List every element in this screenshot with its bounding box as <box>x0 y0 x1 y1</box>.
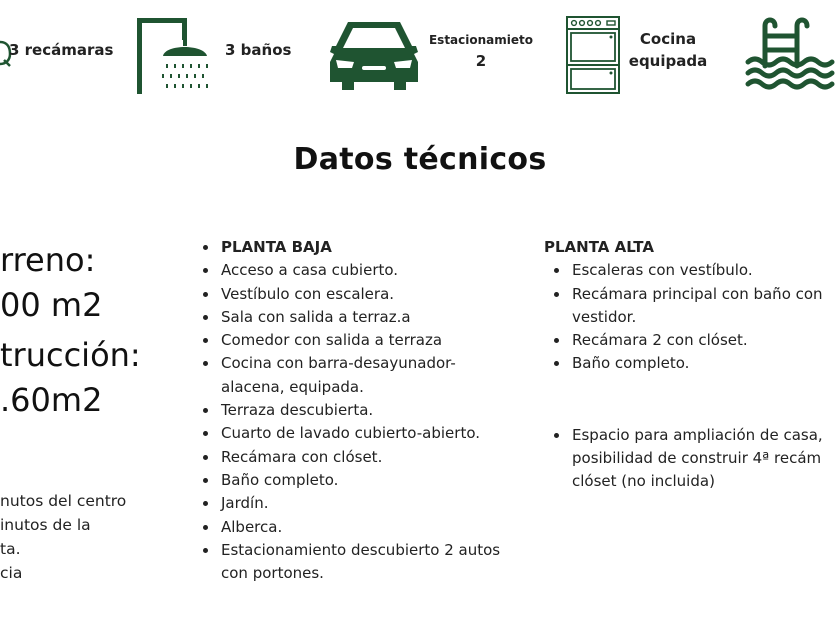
planta-baja-title: PLANTA BAJA <box>197 236 527 259</box>
construccion-value: .60m2 <box>0 381 103 419</box>
planta-alta-title: PLANTA ALTA <box>544 238 654 256</box>
feature-kitchen-line1: Cocina <box>639 30 697 48</box>
list-item: Escaleras con vestíbulo. <box>548 259 840 282</box>
list-item: Recámara principal con baño con vestidor. <box>548 283 840 330</box>
list-item: Recámara con clóset. <box>197 446 527 469</box>
list-item: Acceso a casa cubierto. <box>197 259 527 282</box>
pool-icon <box>745 12 839 90</box>
list-item: Espacio para ampliación de casa, posibilidad de construir 4ª recám clóset (no incluida) <box>548 424 840 494</box>
list-item: Comedor con salida a terraza <box>197 329 527 352</box>
feature-parking-line2: 2 <box>475 52 487 70</box>
planta-baja-section <box>197 236 527 585</box>
terreno-label: rreno: <box>0 241 96 279</box>
list-item: Sala con salida a terraz.a <box>197 306 527 329</box>
stove-icon <box>565 15 621 95</box>
location-note: ta. <box>0 540 21 558</box>
list-item: Alberca. <box>197 516 527 539</box>
location-note: inutos de la <box>0 516 91 534</box>
list-item: Terraza descubierta. <box>197 399 527 422</box>
list-item: Baño completo. <box>548 352 840 375</box>
list-item: Recámara 2 con clóset. <box>548 329 840 352</box>
location-note: nutos del centro <box>0 492 127 510</box>
list-item: Vestíbulo con escalera. <box>197 283 527 306</box>
planta-alta-section <box>544 236 840 494</box>
construccion-label: trucción: <box>0 336 141 374</box>
list-item: Cuarto de lavado cubierto-abierto. <box>197 422 527 445</box>
list-item: Estacionamiento descubierto 2 autos con portones. <box>197 539 521 586</box>
page-title: Datos técnicos <box>293 142 547 177</box>
list-item: Baño completo. <box>197 469 527 492</box>
feature-kitchen-line2: equipada <box>628 52 708 70</box>
feature-bedrooms: 3 recámaras <box>9 41 114 59</box>
list-item: Jardín. <box>197 492 527 515</box>
feature-bathrooms: 3 baños <box>225 41 292 59</box>
feature-parking-line1: Estacionamieto <box>428 33 534 47</box>
location-note: cia <box>0 564 23 582</box>
shower-icon <box>137 16 217 94</box>
terreno-value: 00 m2 <box>0 286 103 324</box>
car-icon <box>328 16 420 92</box>
list-item: Cocina con barra-desayunador-alacena, equipada. <box>197 352 491 399</box>
